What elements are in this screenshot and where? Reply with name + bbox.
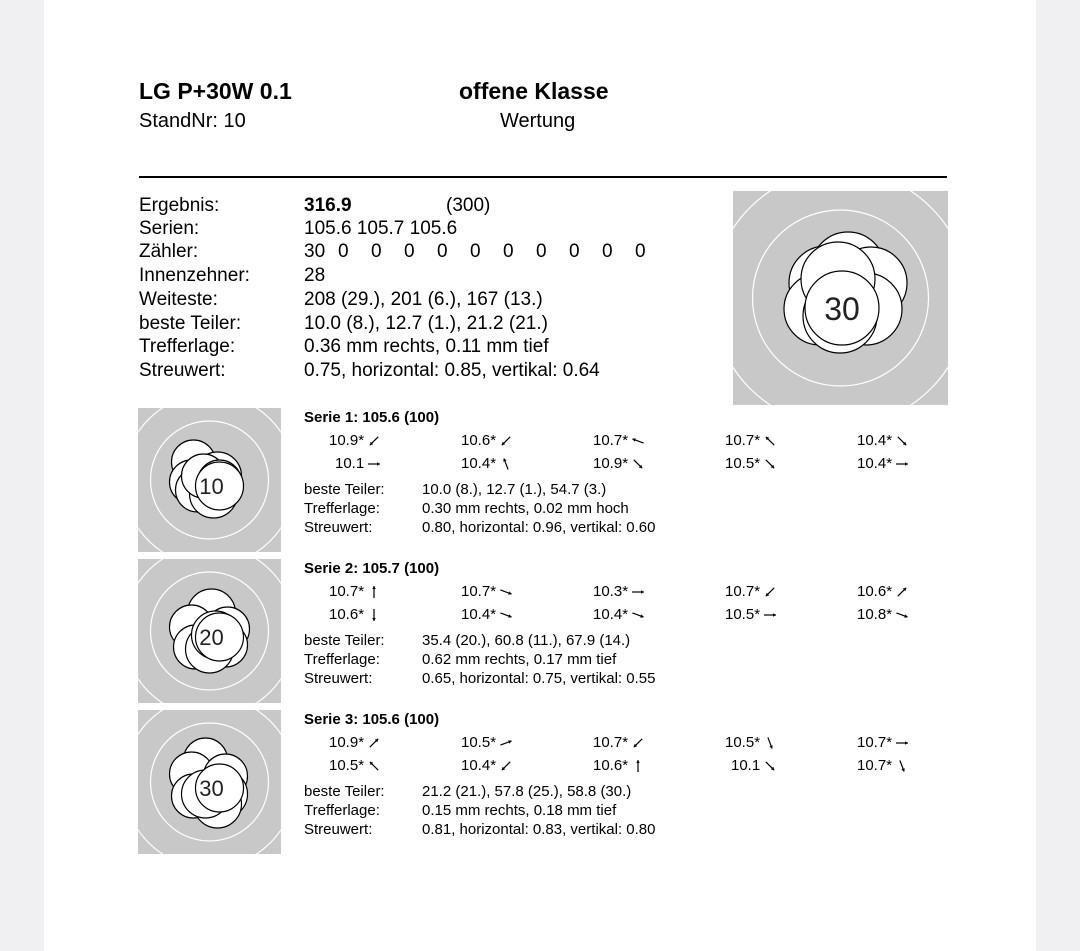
series-label-beste-teiler: beste Teiler: — [304, 481, 385, 498]
arrow-ese-icon — [498, 586, 514, 598]
shot-value — [725, 734, 778, 751]
arrow-ese-icon — [498, 609, 514, 621]
zaehler-count: 0 — [437, 241, 448, 262]
zaehler-count: 0 — [371, 241, 382, 262]
arrow-wnw-icon — [630, 435, 646, 447]
arrow-n-icon — [630, 760, 646, 772]
arrow-e-icon — [894, 737, 910, 749]
arrow-sw-icon — [498, 435, 514, 447]
series-value-trefferlage: 0.62 mm rechts, 0.17 mm tief — [422, 651, 617, 668]
shot-score: 10.6* — [593, 757, 629, 774]
class-title: offene Klasse — [459, 78, 609, 104]
label-streuwert: Streuwert: — [139, 360, 226, 381]
shot-score: 10.5* — [725, 606, 761, 623]
arrow-nw-icon — [366, 760, 382, 772]
shot-value — [857, 757, 910, 774]
arrow-e-icon — [630, 586, 646, 598]
series-value-beste-teiler: 21.2 (21.), 57.8 (25.), 58.8 (30.) — [422, 783, 632, 800]
zaehler-count: 0 — [536, 241, 547, 262]
label-serien: Serien: — [139, 218, 200, 239]
series-target — [138, 408, 281, 552]
series-value-trefferlage: 0.15 mm rechts, 0.18 mm tief — [422, 802, 617, 819]
shot-score: 10.5* — [725, 455, 761, 472]
shot-score: 10.9* — [593, 455, 629, 472]
arrow-s-icon — [366, 609, 382, 621]
ergebnis-max: (300) — [446, 195, 491, 216]
series-target-label: 30 — [199, 776, 224, 801]
series-target-label: 20 — [199, 625, 224, 650]
label-beste-teiler: beste Teiler: — [139, 313, 242, 334]
arrow-sse-icon — [762, 737, 778, 749]
shot-value — [461, 606, 514, 623]
streuwert-value: 0.75, horizontal: 0.85, vertikal: 0.64 — [304, 360, 600, 381]
zaehler-values — [304, 241, 655, 263]
shot-score: 10.6* — [461, 432, 497, 449]
shot-value — [329, 606, 382, 623]
shot-value — [461, 757, 514, 774]
arrow-nnw-icon — [498, 458, 514, 470]
arrow-se-icon — [630, 458, 646, 470]
shot-score: 10.7* — [593, 432, 629, 449]
series-title: Serie 2: 105.7 (100) — [304, 560, 440, 577]
arrow-e-icon — [366, 458, 382, 470]
arrow-se-icon — [894, 435, 910, 447]
result-page — [44, 0, 1036, 951]
shot-score: 10.7* — [329, 583, 365, 600]
arrow-nw-icon — [762, 435, 778, 447]
shot-score: 10.1 — [731, 757, 761, 774]
trefferlage-value: 0.36 mm rechts, 0.11 mm tief — [304, 336, 549, 357]
shot-score: 10.4* — [593, 606, 629, 623]
shot-score: 10.4* — [461, 757, 497, 774]
summary-target-graphic — [733, 191, 948, 405]
arrow-ene-icon — [498, 737, 514, 749]
shot-score: 10.7* — [461, 583, 497, 600]
label-trefferlage: Trefferlage: — [139, 336, 236, 357]
shot-score: 10.4* — [857, 432, 893, 449]
series-label-streuwert: Streuwert: — [304, 519, 373, 536]
shot-score: 10.4* — [461, 455, 497, 472]
shot-score: 10.5* — [461, 734, 497, 751]
arrow-sw-icon — [762, 586, 778, 598]
shot-value — [593, 583, 646, 600]
ergebnis-value: 316.9 — [304, 195, 352, 216]
shot-score: 10.7* — [593, 734, 629, 751]
zaehler-count: 0 — [338, 241, 349, 262]
shot-value — [593, 455, 646, 472]
zaehler-count: 0 — [602, 241, 613, 262]
arrow-ese-icon — [630, 609, 646, 621]
arrow-ne-icon — [366, 737, 382, 749]
shot-score: 10.9* — [329, 432, 365, 449]
series-value-streuwert: 0.81, horizontal: 0.83, vertikal: 0.80 — [422, 821, 656, 838]
shot-score: 10.7* — [725, 583, 761, 600]
zaehler-count: 0 — [404, 241, 415, 262]
series-label-streuwert: Streuwert: — [304, 670, 373, 687]
series-label-trefferlage: Trefferlage: — [304, 500, 380, 517]
shot-score: 10.6* — [329, 606, 365, 623]
zaehler-count: 30 — [304, 241, 326, 262]
zaehler-count: 0 — [470, 241, 481, 262]
shot-value — [329, 432, 382, 449]
series-label-beste-teiler: beste Teiler: — [304, 632, 385, 649]
shot-value — [725, 583, 778, 600]
shot-value — [857, 606, 910, 623]
summary-target-label: 30 — [824, 291, 860, 327]
series-target-label: 10 — [199, 474, 224, 499]
arrow-sse-icon — [894, 760, 910, 772]
shot-score: 10.7* — [857, 734, 893, 751]
shot-value — [329, 734, 382, 751]
label-zaehler: Zähler: — [139, 241, 199, 262]
shot-value — [461, 432, 514, 449]
series-title: Serie 3: 105.6 (100) — [304, 711, 440, 728]
series-value-beste-teiler: 10.0 (8.), 12.7 (1.), 54.7 (3.) — [422, 481, 607, 498]
serien-value: 105.6 105.7 105.6 — [304, 218, 458, 239]
shot-score: 10.7* — [857, 757, 893, 774]
zaehler-count: 0 — [503, 241, 514, 262]
zaehler-count: 0 — [569, 241, 580, 262]
arrow-se-icon — [762, 458, 778, 470]
arrow-e-icon — [762, 609, 778, 621]
arrow-e-icon — [894, 458, 910, 470]
shot-value — [335, 455, 382, 472]
shot-value — [593, 757, 646, 774]
shot-value — [725, 432, 778, 449]
series-value-streuwert: 0.65, horizontal: 0.75, vertikal: 0.55 — [422, 670, 656, 687]
zaehler-count: 0 — [635, 241, 646, 262]
shot-score: 10.9* — [329, 734, 365, 751]
shot-score: 10.3* — [593, 583, 629, 600]
series-value-trefferlage: 0.30 mm rechts, 0.02 mm hoch — [422, 500, 629, 517]
shot-score: 10.8* — [857, 606, 893, 623]
shot-score: 10.4* — [461, 606, 497, 623]
shot-value — [857, 734, 910, 751]
shot-value — [857, 455, 910, 472]
weiteste-value: 208 (29.), 201 (6.), 167 (13.) — [304, 289, 543, 310]
series-title: Serie 1: 105.6 (100) — [304, 409, 440, 426]
label-ergebnis: Ergebnis: — [139, 195, 220, 216]
wertung-label: Wertung — [500, 110, 576, 132]
arrow-ese-icon — [894, 609, 910, 621]
label-innenzehner: Innenzehner: — [139, 265, 250, 286]
arrow-sw-icon — [366, 435, 382, 447]
shot-value — [461, 455, 514, 472]
shot-value — [461, 583, 514, 600]
arrow-se-icon — [762, 760, 778, 772]
stand-number: StandNr: 10 — [139, 110, 246, 132]
label-weiteste: Weiteste: — [139, 289, 218, 310]
shot-score: 10.7* — [725, 432, 761, 449]
series-value-streuwert: 0.80, horizontal: 0.96, vertikal: 0.60 — [422, 519, 656, 536]
beste-teiler-value: 10.0 (8.), 12.7 (1.), 21.2 (21.) — [304, 313, 548, 334]
shot-score: 10.4* — [857, 455, 893, 472]
shot-value — [461, 734, 514, 751]
summary-target — [733, 191, 948, 405]
shot-score: 10.1 — [335, 455, 365, 472]
discipline-title: LG P+30W 0.1 — [139, 78, 292, 104]
shot-value — [329, 583, 382, 600]
series-target — [138, 559, 281, 703]
arrow-ne-icon — [894, 586, 910, 598]
arrow-n-icon — [366, 586, 382, 598]
series-value-beste-teiler: 35.4 (20.), 60.8 (11.), 67.9 (14.) — [422, 632, 631, 649]
shot-value — [857, 432, 910, 449]
shot-score: 10.5* — [725, 734, 761, 751]
shot-value — [731, 757, 778, 774]
series-label-trefferlage: Trefferlage: — [304, 802, 380, 819]
arrow-sw-icon — [498, 760, 514, 772]
shot-score: 10.6* — [857, 583, 893, 600]
series-target — [138, 710, 281, 854]
shot-score: 10.5* — [329, 757, 365, 774]
series-label-trefferlage: Trefferlage: — [304, 651, 380, 668]
shot-value — [593, 432, 646, 449]
shot-value — [593, 606, 646, 623]
series-label-streuwert: Streuwert: — [304, 821, 373, 838]
shot-value — [725, 606, 778, 623]
shot-value — [725, 455, 778, 472]
series-label-beste-teiler: beste Teiler: — [304, 783, 385, 800]
shot-value — [329, 757, 382, 774]
innenzehner-value: 28 — [304, 265, 326, 286]
arrow-sw-icon — [630, 737, 646, 749]
shot-value — [593, 734, 646, 751]
header-divider — [139, 176, 947, 178]
shot-value — [857, 583, 910, 600]
